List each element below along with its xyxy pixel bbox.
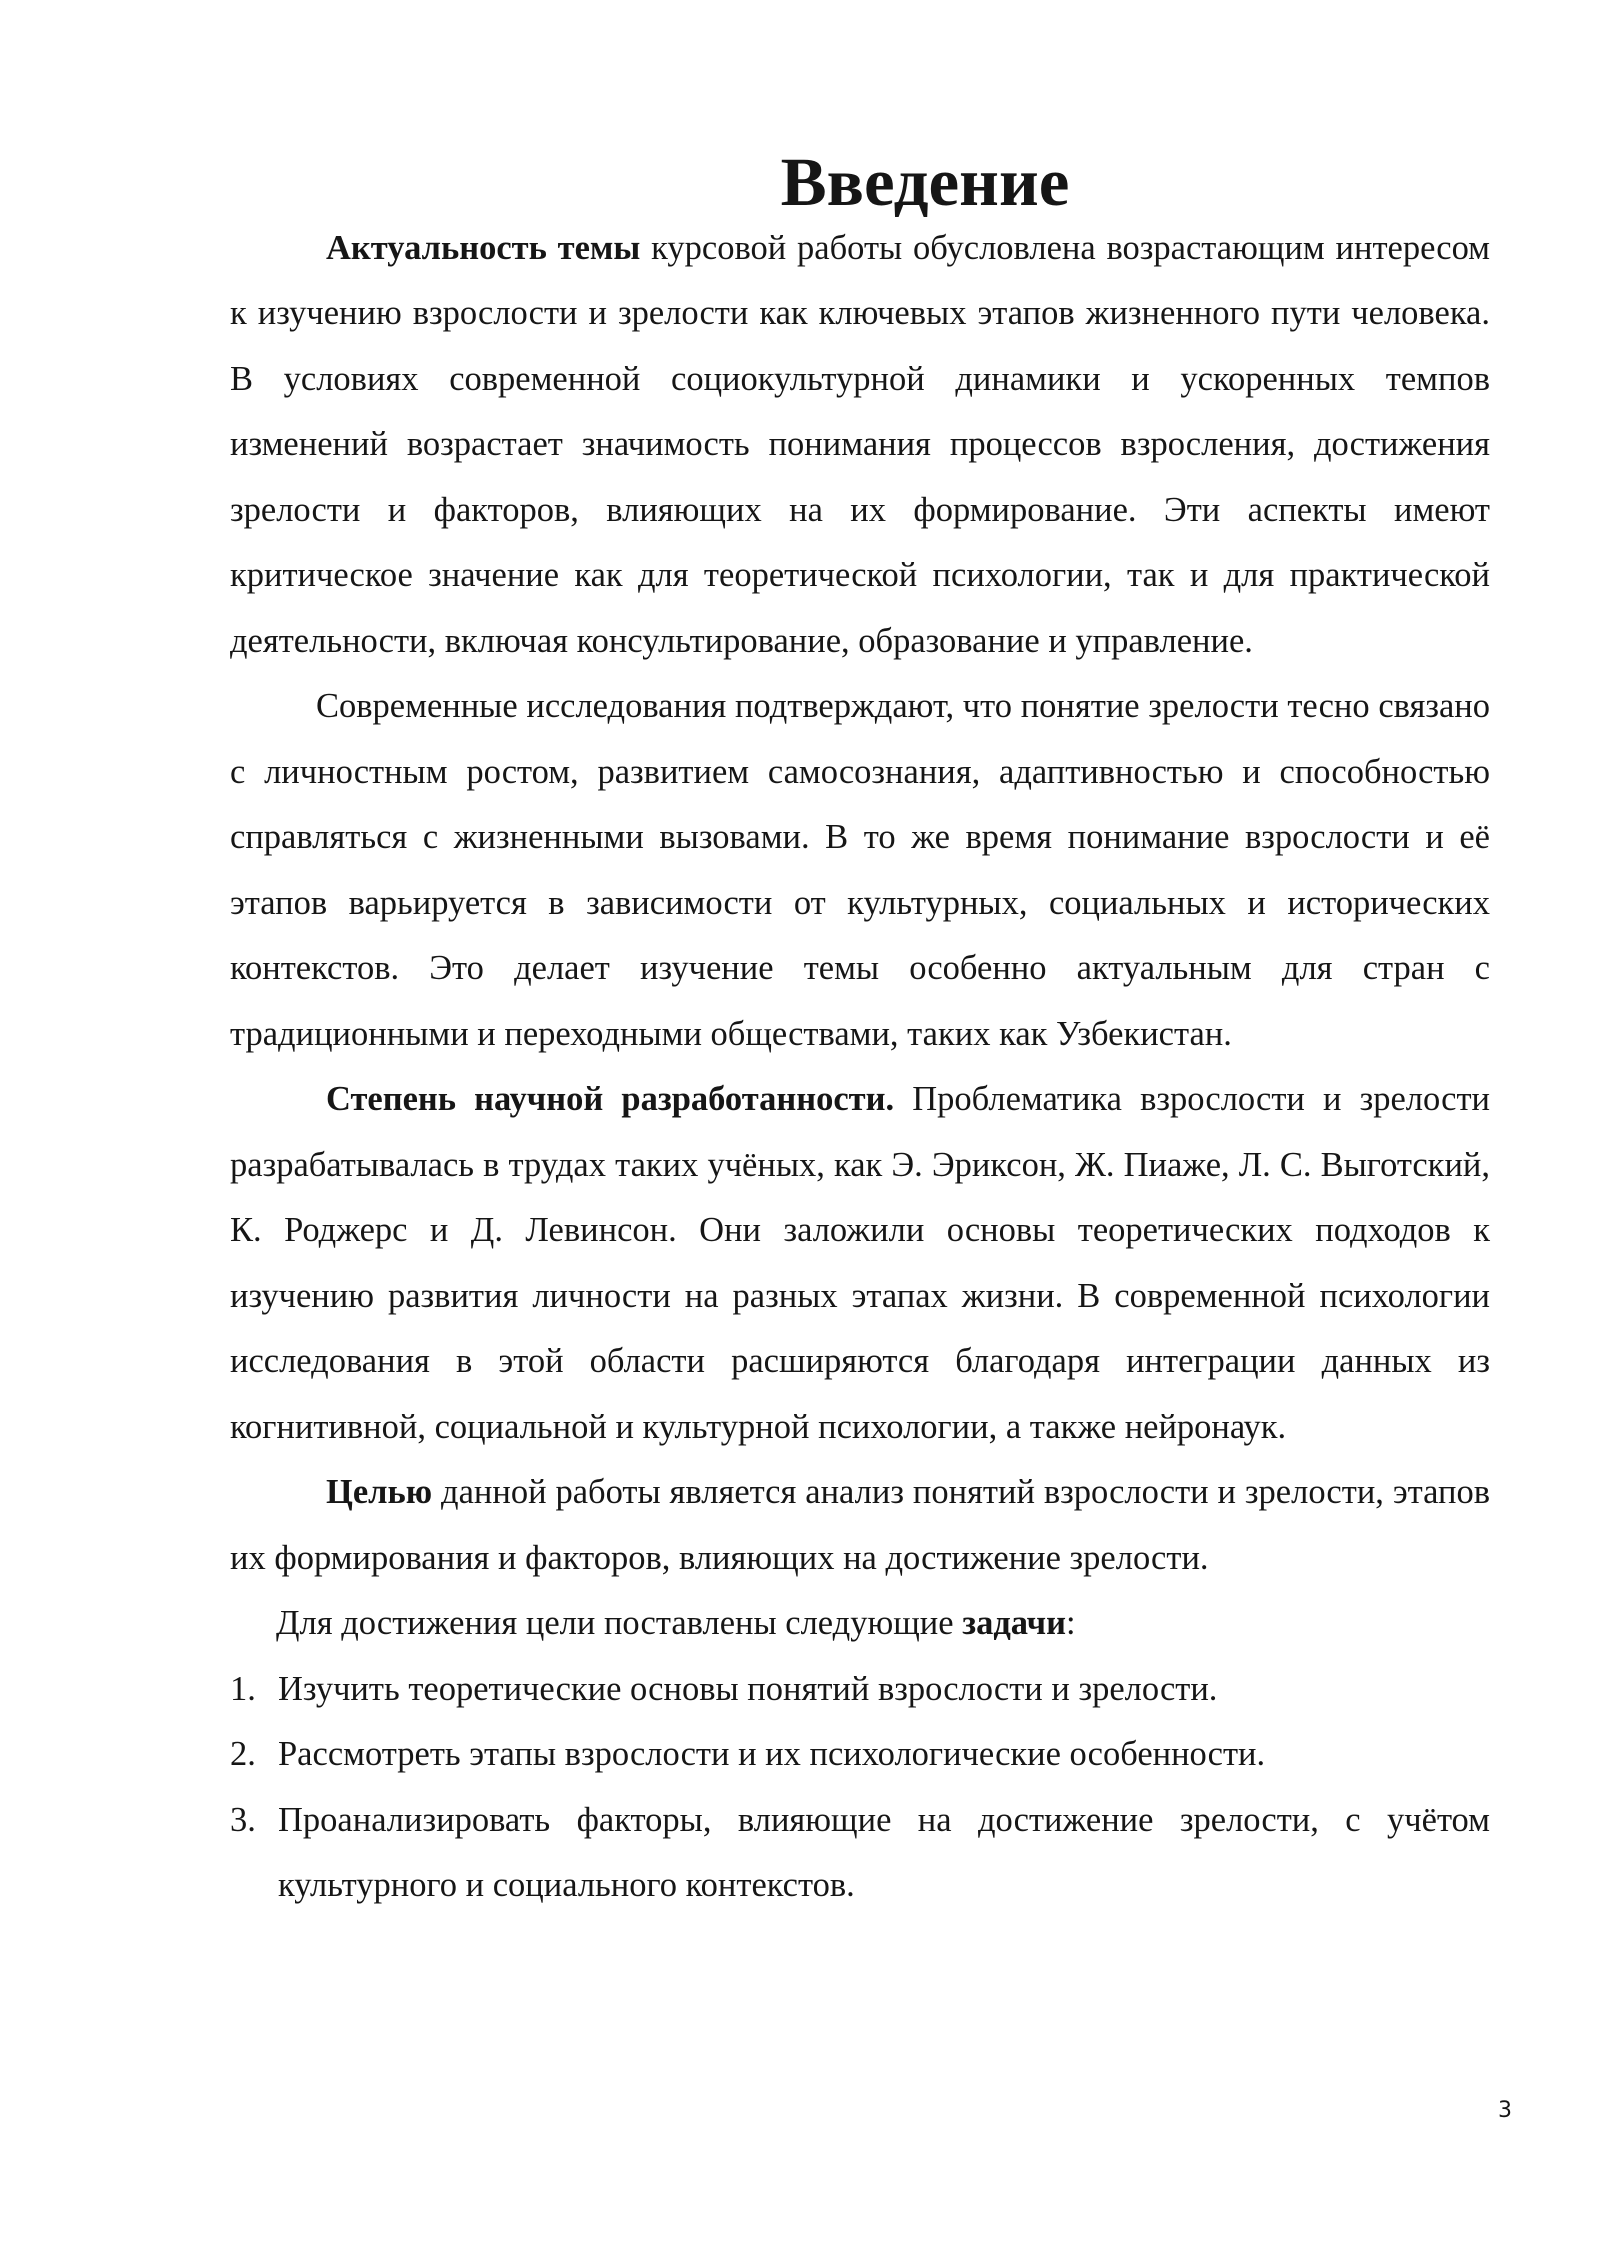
paragraph-text: данной работы является анализ понятий взрослости и зрелости, этапов их формирования и факторов, влияющих на достижение зрелости. (230, 1473, 1490, 1577)
paragraph-relevance (230, 216, 1490, 675)
list-item (230, 1657, 1490, 1723)
tasks-list (230, 1657, 1490, 1919)
paragraph-text: курсовой работы обусловлена возрастающим интересом к изучению взрослости и зрелости как ключевых этапов жизненного пути человека. В условиях современной социокультурной динамики и ускоренных темпов изменений возрастает значимость понимания процессов взросления, достижения зрелости и факторов, влияющих на их формирование. Эти аспекты имеют критическое значение как для теоретической психологии, так и для практической деятельности, включая консультирование, образование и управление. (230, 228, 1490, 660)
paragraph-lead: Целью (326, 1473, 433, 1511)
section-heading: Введение (780, 144, 1070, 220)
paragraph-lead: Актуальность темы (326, 228, 641, 267)
paragraph-scientific-development (230, 1067, 1490, 1460)
list-item-text: Проанализировать факторы, влияющие на достижение зрелости, с учётом культурного и социального контекстов. (278, 1800, 1490, 1904)
paragraph-goal (230, 1460, 1490, 1591)
tasks-intro-keyword: задачи (962, 1604, 1066, 1642)
page-content (230, 144, 1490, 1919)
list-item-number: 3. (230, 1800, 256, 1839)
list-item-number: 2. (230, 1735, 256, 1773)
paragraph-lead: Степень научной разработанности. (326, 1080, 895, 1118)
paragraph-research (230, 674, 1490, 1067)
list-item-text: Рассмотреть этапы взрослости и их психологические особенности. (278, 1735, 1266, 1773)
page-number: 3 (1498, 2098, 1512, 2123)
paragraph-text: Современные исследования подтверждают, что понятие зрелости тесно связано с личностным ростом, развитием самосознания, адаптивностью и способностью справляться с жизненными вызовами. В то же время понимание взрослости и её этапов варьируется в зависимости от культурных, социальных и исторических контекстов. Это делает изучение темы особенно актуальным для стран с традиционными и переходными обществами, таких как Узбекистан. (230, 687, 1490, 1053)
tasks-intro (230, 1591, 1490, 1657)
paragraph-text: Проблематика взрослости и зрелости разрабатывалась в трудах таких учёных, как Э. Эриксон, Ж. Пиаже, Л. С. Выготский, К. Роджерс и Д. Левинсон. Они заложили основы теоретических подходов к изучению развития личности на разных этапах жизни. В современной психологии исследования в этой области расширяются благодаря интеграции данных из когнитивной, социальной и культурной психологии, а также нейронаук. (230, 1080, 1490, 1446)
list-item (230, 1788, 1490, 1919)
list-item (230, 1722, 1490, 1788)
tasks-intro-text: Для достижения цели поставлены следующие (276, 1604, 963, 1642)
list-item-number: 1. (230, 1669, 256, 1708)
list-item-text: Изучить теоретические основы понятий взрослости и зрелости. (278, 1669, 1218, 1708)
tasks-intro-colon: : (1066, 1604, 1076, 1642)
